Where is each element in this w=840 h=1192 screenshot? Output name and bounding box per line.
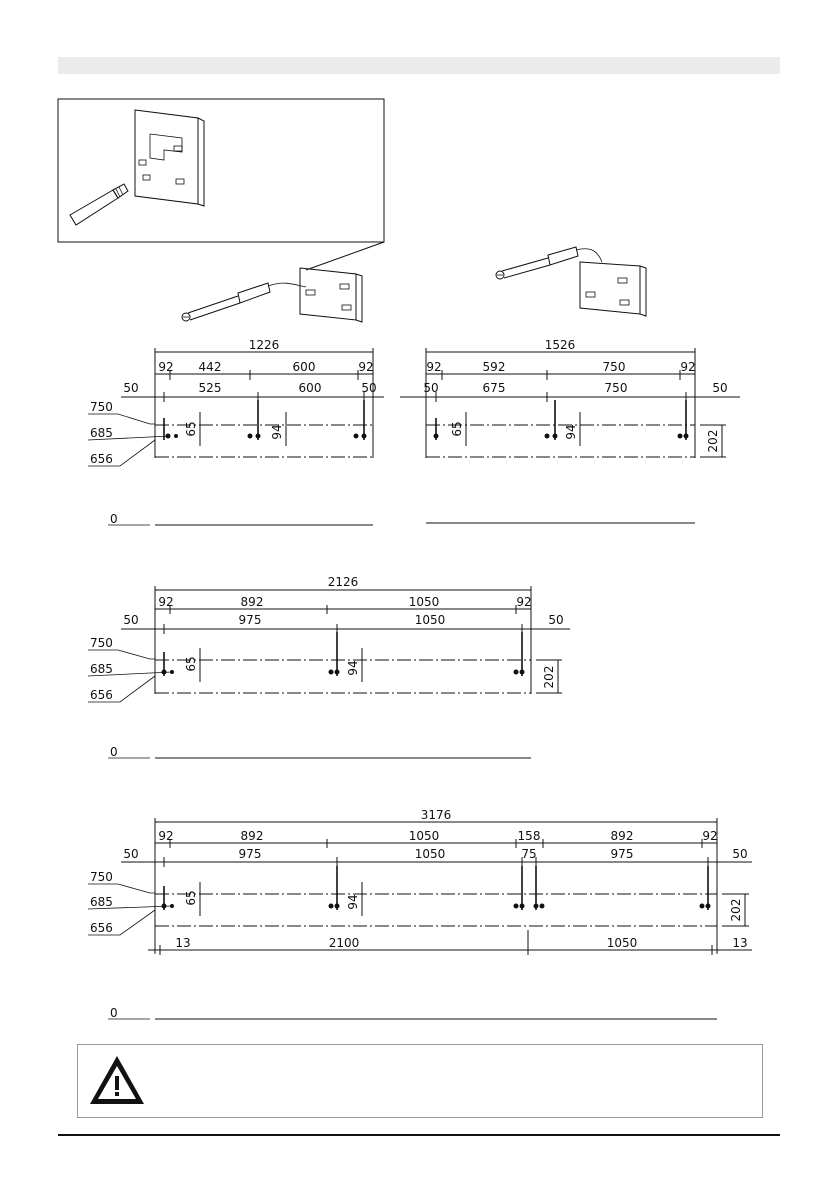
dim-right-height: 202 bbox=[729, 898, 743, 922]
dim-row3-c: 1050 bbox=[606, 936, 638, 950]
height-label-685: 685 bbox=[90, 895, 113, 909]
dim-row2-e: 975 bbox=[610, 847, 634, 861]
dim-row1-d: 92 bbox=[358, 360, 374, 374]
warning-triangle-icon bbox=[88, 1054, 146, 1106]
dimension-panel-1526 bbox=[400, 338, 740, 523]
dimension-panel-1226 bbox=[121, 338, 384, 525]
dim-row2-d: 50 bbox=[712, 381, 728, 395]
dim-row2-d: 75 bbox=[521, 847, 537, 861]
dim-row1-f: 92 bbox=[702, 829, 718, 843]
dim-row2-a: 50 bbox=[123, 847, 139, 861]
dim-row2-b: 975 bbox=[238, 847, 262, 861]
dim-row2-c: 1050 bbox=[414, 847, 446, 861]
dim-total: 2126 bbox=[327, 575, 359, 589]
dimension-panel-2126 bbox=[121, 575, 570, 758]
dim-row2-b: 525 bbox=[198, 381, 222, 395]
dim-row2-a: 50 bbox=[123, 613, 139, 627]
dim-v1: 65 bbox=[184, 890, 198, 906]
dim-v2: 94 bbox=[564, 424, 578, 440]
dim-row1-b: 442 bbox=[198, 360, 222, 374]
detail-frame bbox=[58, 99, 384, 242]
mounting-bracket-icon bbox=[580, 262, 646, 316]
dim-row1-c: 750 bbox=[602, 360, 626, 374]
height-labels-row3 bbox=[88, 870, 172, 1020]
box-cutter-icon bbox=[70, 184, 128, 225]
detail-illustration bbox=[58, 99, 384, 270]
footer-rule bbox=[58, 1134, 780, 1136]
height-label-656: 656 bbox=[90, 688, 113, 702]
dim-v1: 65 bbox=[450, 421, 464, 437]
dim-row2-a: 50 bbox=[123, 381, 139, 395]
dim-row3-b: 2100 bbox=[328, 936, 360, 950]
dim-total: 1226 bbox=[248, 338, 280, 352]
height-label-0: 0 bbox=[110, 745, 118, 759]
dim-row1-b: 892 bbox=[240, 829, 264, 843]
dim-row2-c: 600 bbox=[298, 381, 322, 395]
dim-row1-d: 92 bbox=[516, 595, 532, 609]
warning-box bbox=[77, 1044, 763, 1118]
dim-row1-a: 92 bbox=[158, 595, 174, 609]
height-label-656: 656 bbox=[90, 452, 113, 466]
dim-row2-f: 50 bbox=[732, 847, 748, 861]
screw-and-wall-plug-icon bbox=[182, 283, 306, 321]
dim-row1-c: 600 bbox=[292, 360, 316, 374]
height-label-685: 685 bbox=[90, 662, 113, 676]
dim-row3-a: 13 bbox=[175, 936, 191, 950]
screw-and-wall-plug-icon bbox=[496, 247, 602, 279]
height-label-750: 750 bbox=[90, 636, 113, 650]
dim-row1-a: 92 bbox=[158, 360, 174, 374]
height-label-685: 685 bbox=[90, 426, 113, 440]
dim-total: 3176 bbox=[420, 808, 452, 822]
dim-row2-c: 1050 bbox=[414, 613, 446, 627]
dim-v2: 94 bbox=[346, 894, 360, 910]
dim-row3-d: 13 bbox=[732, 936, 748, 950]
dim-v1: 65 bbox=[184, 656, 198, 672]
dim-row2-b: 975 bbox=[238, 613, 262, 627]
dim-v1: 65 bbox=[184, 421, 198, 437]
height-labels-row2 bbox=[88, 636, 172, 759]
dim-row1-c: 1050 bbox=[408, 829, 440, 843]
dim-row1-e: 892 bbox=[610, 829, 634, 843]
mounting-bracket-icon bbox=[300, 268, 362, 322]
dim-row2-d: 50 bbox=[361, 381, 377, 395]
dim-row1-a: 92 bbox=[426, 360, 442, 374]
dim-row1-d: 92 bbox=[680, 360, 696, 374]
dim-row1-c: 1050 bbox=[408, 595, 440, 609]
dim-row1-d: 158 bbox=[517, 829, 541, 843]
height-label-750: 750 bbox=[90, 870, 113, 884]
dim-row2-c: 750 bbox=[604, 381, 628, 395]
dim-v2: 94 bbox=[270, 424, 284, 440]
dim-right-height: 202 bbox=[542, 665, 556, 689]
dim-total: 1526 bbox=[544, 338, 576, 352]
dim-row2-b: 675 bbox=[482, 381, 506, 395]
height-label-656: 656 bbox=[90, 921, 113, 935]
height-labels-row1 bbox=[88, 400, 170, 526]
mounting-bracket-icon bbox=[135, 110, 204, 206]
detail-leader-line bbox=[306, 242, 384, 270]
dimension-panel-3176 bbox=[121, 808, 752, 1019]
height-label-0: 0 bbox=[110, 512, 118, 526]
height-label-750: 750 bbox=[90, 400, 113, 414]
dim-row1-b: 592 bbox=[482, 360, 506, 374]
dim-row1-a: 92 bbox=[158, 829, 174, 843]
dim-v2: 94 bbox=[346, 660, 360, 676]
dim-row2-d: 50 bbox=[548, 613, 564, 627]
dim-right-height: 202 bbox=[706, 429, 720, 453]
dim-row1-b: 892 bbox=[240, 595, 264, 609]
dim-row2-a: 50 bbox=[423, 381, 439, 395]
height-label-0: 0 bbox=[110, 1006, 118, 1020]
